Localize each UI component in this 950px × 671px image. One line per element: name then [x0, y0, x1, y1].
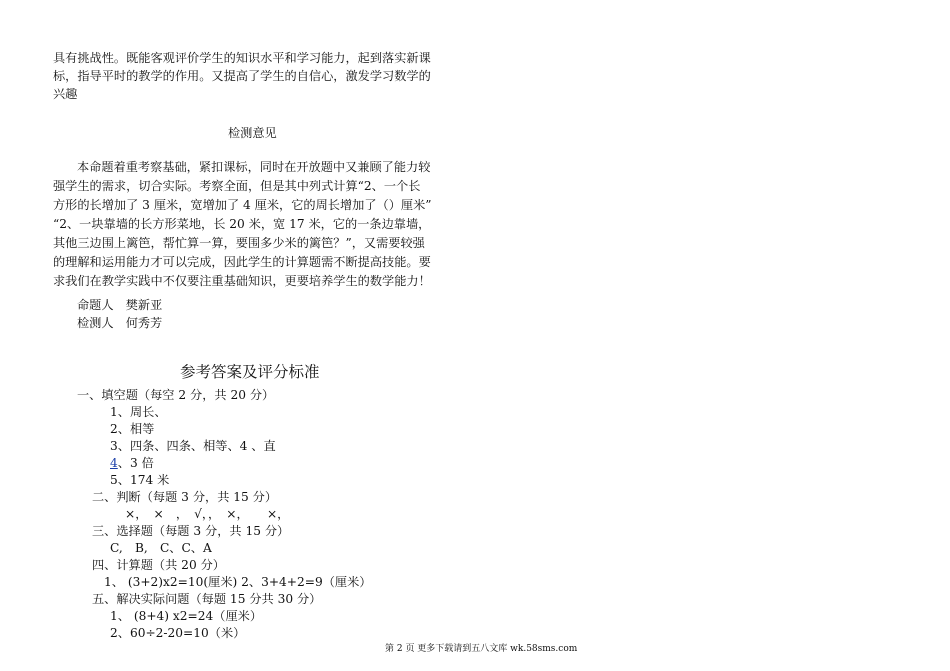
review-line-2: 强学生的需求，切合实际。考察全面，但是其中列式计算“2、一个长 — [53, 179, 421, 193]
section-4-title: 四、计算题（共 20 分） — [92, 558, 225, 572]
intro-line-3: 兴趣 — [53, 87, 78, 101]
section-1-item-2: 2、相等 — [110, 422, 155, 436]
section-5-item-1: 1、 (8+4) x2=24（厘米） — [110, 609, 263, 623]
review-heading: 检测意见 — [228, 126, 277, 140]
review-line-6: 的理解和运用能力才可以完成，因此学生的计算题需不断提高技能。要 — [53, 255, 431, 269]
section-2-answer: ×， × ， √，， ×， ×， — [125, 507, 290, 521]
review-line-7: 求我们在教学实践中不仅要注重基础知识，更要培养学生的数学能力！ — [53, 274, 431, 288]
section-3-title: 三、选择题（每题 3 分，共 15 分） — [92, 524, 290, 538]
section-5-title: 五、解决实际问题（每题 15 分共 30 分） — [92, 592, 322, 606]
intro-line-2: 标，指导平时的教学的作用。又提高了学生的自信心，激发学习数学的 — [53, 69, 431, 83]
item-4-link[interactable]: 4 — [110, 456, 118, 470]
review-line-4: “2、一块靠墙的长方形菜地，长 20 米，宽 17 米，它的一条边靠墙， — [53, 217, 431, 231]
section-5-item-2: 2、60÷2-20=10（米） — [110, 626, 246, 640]
checker-line: 检测人 何秀芳 — [77, 316, 163, 330]
section-1-item-1: 1、周长、 — [110, 405, 167, 419]
section-2-title: 二、判断（每题 3 分，共 15 分） — [92, 490, 278, 504]
answers-title: 参考答案及评分标准 — [180, 363, 320, 381]
review-line-5: 其他三边围上篱笆，帮忙算一算，要围多少米的篱笆？”，又需要较强 — [53, 236, 425, 250]
section-1-item-5: 5、174 米 — [110, 473, 170, 487]
section-1-item-4 — [110, 454, 154, 471]
author-line: 命题人 樊新亚 — [77, 298, 163, 312]
section-1-item-3: 3、四条、四条、相等、4 、直 — [110, 439, 276, 453]
review-line-1: 本命题着重考察基础，紧扣课标，同时在开放题中又兼顾了能力较 — [77, 160, 431, 174]
intro-line-1: 具有挑战性。既能客观评价学生的知识水平和学习能力，起到落实新课 — [53, 51, 431, 65]
page-footer: 第 2 页 更多下载请到五八文库 wk.58sms.com — [385, 644, 578, 654]
section-3-answer: C, B, C、C、A — [110, 541, 212, 555]
section-4-answer: 1、 (3+2)x2=10(厘米) 2、3+4+2=9（厘米） — [104, 575, 372, 589]
section-1-title: 一、填空题（每空 2 分，共 20 分） — [77, 388, 275, 402]
review-line-3: 方形的长增加了 3 厘米，宽增加了 4 厘米，它的周长增加了（）厘米” — [53, 198, 432, 212]
item-4-text: 、3 倍 — [117, 456, 154, 470]
